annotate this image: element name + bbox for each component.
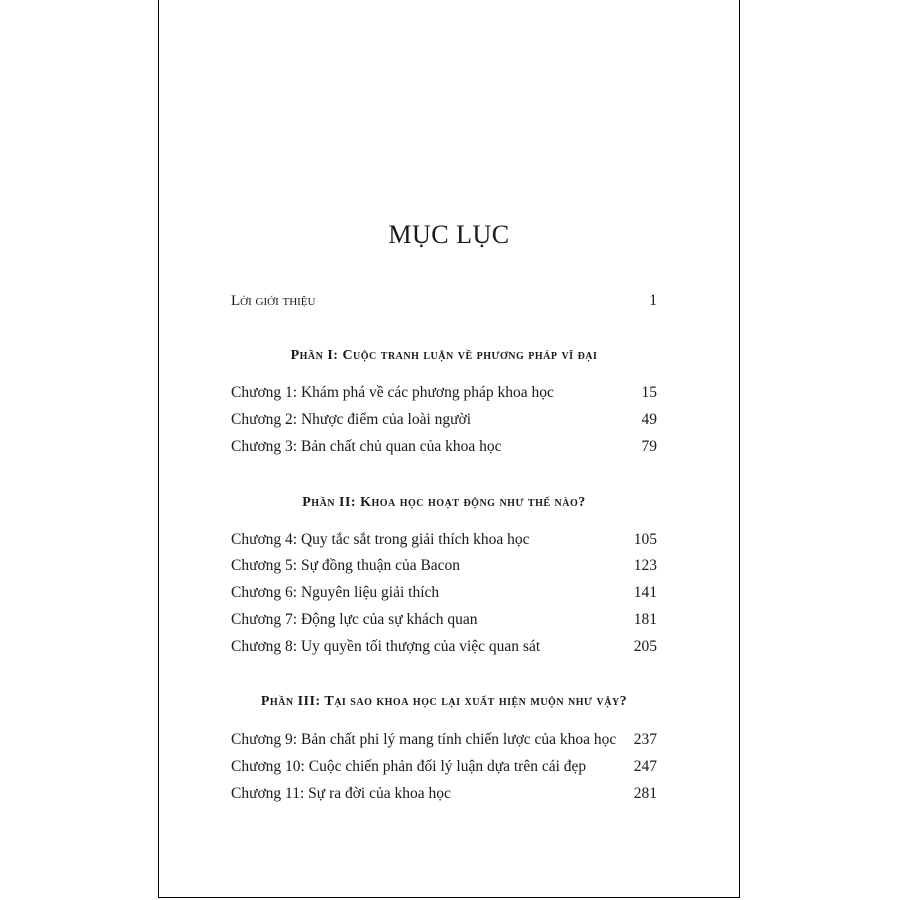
toc-entry-chapter-7 [231,611,657,633]
toc-entry-label: Chương 5: Sự đồng thuận của Bacon [231,557,461,574]
part-heading-2: Phần II: Khoa học hoạt động như thế nào? [302,495,586,510]
toc-entry-chapter-1 [231,384,657,406]
toc-entry-page: 247 [633,758,657,775]
toc-entry-label: Lời giới thiệu [231,293,316,309]
toc-entry-label: Chương 6: Nguyên liệu giải thích [231,584,440,601]
toc-entry-chapter-5 [231,557,657,579]
toc-entry-page: 15 [641,384,657,401]
toc-entry-page: 205 [633,638,657,655]
toc-entry-chapter-3 [231,438,657,460]
toc-entry-page: 79 [641,438,657,455]
toc-entry-label: Chương 10: Cuộc chiến phản đối lý luận dựa trên cái đẹp [231,758,587,775]
toc-entry-chapter-9 [231,731,657,753]
book-page [158,0,740,898]
toc-entry-chapter-11 [231,785,657,807]
toc-entry-label: Chương 2: Nhược điểm của loài người [231,411,472,428]
toc-entry-label: Chương 1: Khám phá về các phương pháp khoa học [231,384,554,401]
toc-entry-label: Chương 4: Quy tắc sắt trong giải thích khoa học [231,531,530,548]
toc-entry-chapter-10 [231,758,657,780]
toc-entry-page: 123 [633,557,657,574]
toc-entry-page: 237 [633,731,657,748]
toc-entry-label: Chương 8: Uy quyền tối thượng của việc quan sát [231,638,541,655]
page-title: MỤC LỤC [388,220,510,249]
toc-entry-label: Chương 3: Bản chất chủ quan của khoa học [231,438,502,455]
toc-entry-intro [231,292,657,314]
toc-entry-page: 181 [633,611,657,628]
toc-entry-page: 281 [633,785,657,802]
toc-entry-label: Chương 7: Động lực của sự khách quan [231,611,478,628]
toc-entry-chapter-4 [231,531,657,553]
toc-entry-label: Chương 9: Bản chất phi lý mang tính chiến lược của khoa học [231,731,617,748]
toc-entry-label: Chương 11: Sự ra đời của khoa học [231,785,451,802]
toc-entry-page: 1 [649,292,657,309]
toc-entry-chapter-6 [231,584,657,606]
toc-entry-page: 49 [641,411,657,428]
part-heading-1: Phần I: Cuộc tranh luận về phương pháp vĩ đại [290,348,598,363]
part-heading-3: Phần III: Tại sao khoa học lại xuất hiện muộn như vậy? [260,694,628,709]
toc-entry-chapter-8 [231,638,657,660]
toc-entry-page: 141 [633,584,657,601]
toc-entry-page: 105 [633,531,657,548]
toc-entry-chapter-2 [231,411,657,433]
